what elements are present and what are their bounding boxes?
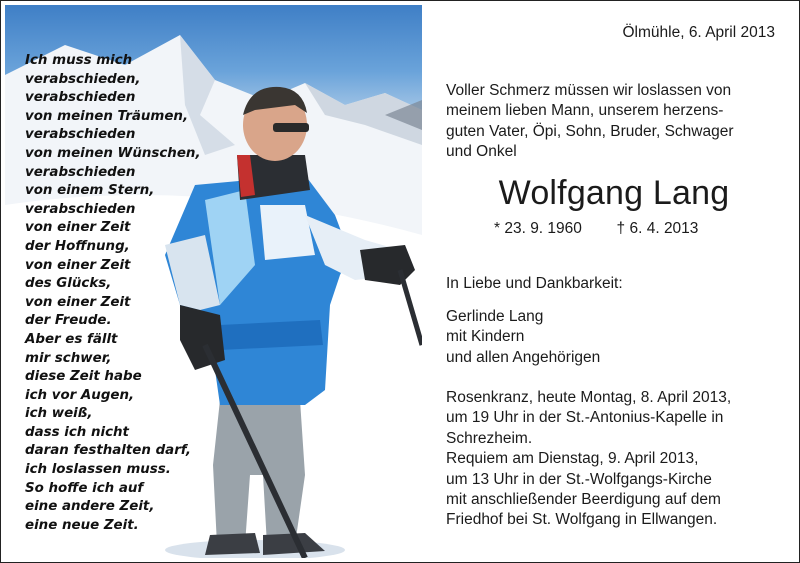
poem-line: daran festhalten darf, xyxy=(25,443,191,459)
place-date: Ölmühle, 6. April 2013 xyxy=(622,24,775,41)
poem-line: mir schwer, xyxy=(25,350,112,366)
poem-line: Aber es fällt xyxy=(25,331,118,347)
service-line: mit anschließender Beerdigung auf dem xyxy=(446,491,721,509)
poem-line: verabschieden xyxy=(25,164,136,180)
service-line: um 19 Uhr in der St.-Antonius-Kapelle in xyxy=(446,409,724,427)
service-line: Rosenkranz, heute Montag, 8. April 2013, xyxy=(446,389,732,406)
poem-line: ich vor Augen, xyxy=(25,387,135,403)
poem-line: Ich muss mich xyxy=(25,53,133,68)
poem-line: von einer Zeit xyxy=(25,294,131,310)
service-line: Schrezheim. xyxy=(446,429,533,447)
intro-text xyxy=(446,81,786,163)
service-line: um 13 Uhr in der St.-Wolfgangs-Kirche xyxy=(446,470,712,488)
family-line: Gerlinde Lang xyxy=(446,308,544,325)
poem-line: von meinen Wünschen, xyxy=(25,145,201,161)
poem-line: der Freude. xyxy=(25,313,112,329)
family-signature xyxy=(446,307,776,368)
service-line: Friedhof bei St. Wolfgang in Ellwangen. xyxy=(446,511,718,529)
poem-line: verabschieden, xyxy=(25,71,141,87)
poem-line: ich loslassen muss. xyxy=(25,462,171,478)
thanks-line: In Liebe und Dankbarkeit: xyxy=(446,275,623,292)
memorial-poem xyxy=(25,52,215,535)
poem-line: So hoffe ich auf xyxy=(25,480,144,496)
poem-line: verabschieden xyxy=(25,201,136,217)
poem-line: dass ich nicht xyxy=(25,424,129,440)
intro-line: Voller Schmerz müssen wir loslassen von xyxy=(446,82,732,99)
poem-line: verabschieden xyxy=(25,90,136,106)
memorial-photo xyxy=(5,5,422,558)
deceased-name: Wolfgang Lang xyxy=(498,174,730,212)
poem-line: von einer Zeit xyxy=(25,257,131,273)
poem-line: der Hoffnung, xyxy=(25,238,130,254)
life-dates xyxy=(494,219,698,239)
service-line: Requiem am Dienstag, 9. April 2013, xyxy=(446,450,699,468)
poem-line: des Glücks, xyxy=(25,276,112,292)
poem-line: eine andere Zeit, xyxy=(25,499,155,515)
family-line: mit Kindern xyxy=(446,328,525,346)
death-date: † 6. 4. 2013 xyxy=(616,220,699,237)
service-details xyxy=(446,388,791,531)
poem-line: von einem Stern, xyxy=(25,183,155,199)
poem-line: verabschieden xyxy=(25,127,136,143)
birth-date: * 23. 9. 1960 xyxy=(494,220,582,237)
poem-line: eine neue Zeit. xyxy=(25,517,139,533)
intro-line: guten Vater, Öpi, Sohn, Bruder, Schwager xyxy=(446,122,734,140)
intro-line: meinem lieben Mann, unserem herzens- xyxy=(446,102,724,120)
poem-line: von einer Zeit xyxy=(25,220,131,236)
poem-line: von meinen Träumen, xyxy=(25,108,189,124)
poem-line: diese Zeit habe xyxy=(25,369,142,385)
family-line: und allen Angehörigen xyxy=(446,348,601,366)
poem-line: ich weiß, xyxy=(25,406,93,422)
intro-line: und Onkel xyxy=(446,143,517,161)
